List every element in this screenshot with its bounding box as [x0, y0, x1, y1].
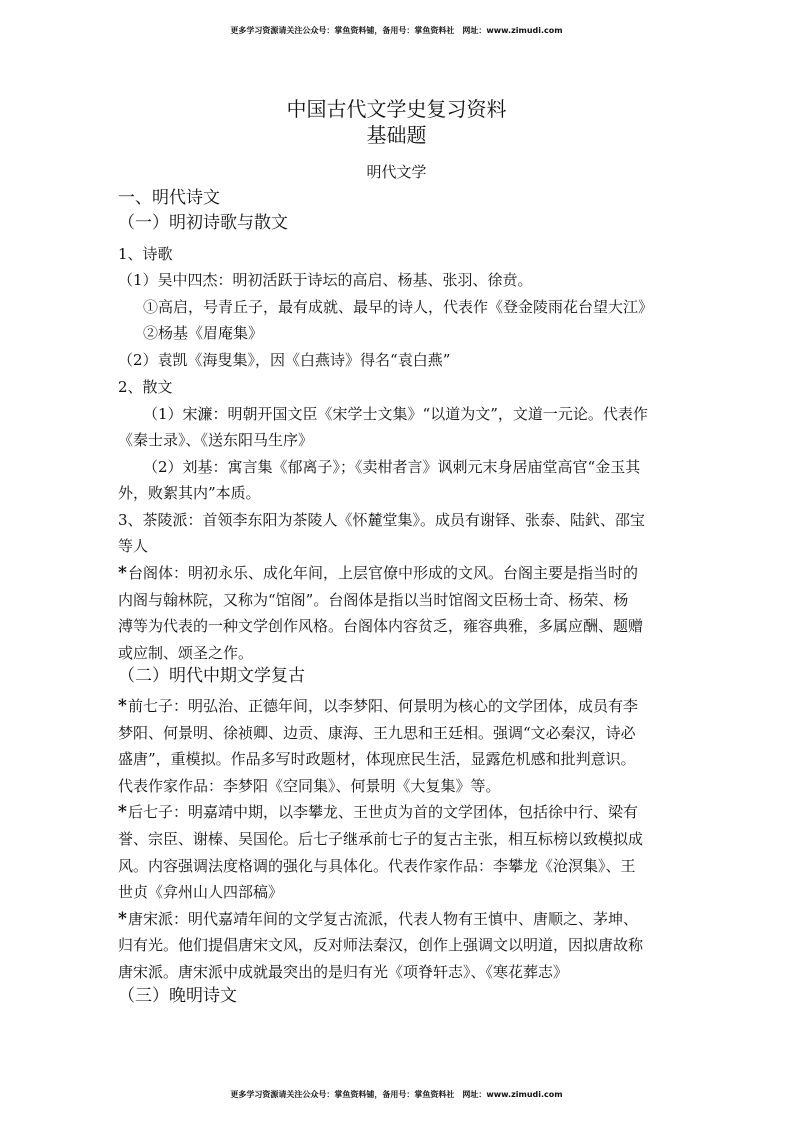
paragraph-line: ①高启，号青丘子，最有成就、最早的诗人，代表作《登金陵雨花台望大江》 [143, 298, 654, 316]
heading-2: （二）明代中期文学复古 [118, 666, 305, 686]
header-banner: 更多学习资源请关注公众号：掌鱼资料铺，备用号：掌鱼资料社 网址：www.zimudi.com [230, 26, 563, 35]
paragraph-line: 前七子：明弘治、正德年间，以李梦阳、何景明为核心的文学团体，成员有李 [128, 697, 639, 715]
asterisk-marker: * [118, 563, 127, 583]
asterisk-marker: * [118, 909, 127, 929]
paragraph-line: 或应制、颂圣之作。 [118, 644, 254, 662]
asterisk-marker: * [118, 802, 127, 822]
paragraph-line: 誉、宗臣、谢榛、吴国伦。后七子继承前七子的复古主张，相互标榜以致模拟成 [118, 830, 644, 848]
paragraph-line: 等人 [118, 537, 149, 555]
paragraph-line: 唐宋派：明代嘉靖年间的文学复古流派，代表人物有王慎中、唐顺之、茅坤、 [128, 910, 639, 928]
paragraph-line: （1）吴中四杰：明初活跃于诗坛的高启、杨基、张羽、徐贲。 [118, 271, 533, 289]
paragraph-line: 台阁体：明初永乐、成化年间，上层官僚中形成的文风。台阁主要是指当时的 [128, 564, 639, 582]
paragraph-line: （2）袁凯《海叟集》，因《白燕诗》得名“袁白燕” [118, 351, 451, 369]
paragraph-line: 3、茶陵派：首领李东阳为茶陵人《怀麓堂集》。成员有谢铎、张泰、陆釴、邵宝 [118, 511, 646, 529]
document-subtitle: 基础题 [366, 123, 427, 147]
paragraph-line: 唐宋派。唐宋派中成就最突出的是归有光《项脊轩志》、《寒花葬志》 [118, 963, 569, 981]
paragraph-line: 世贞《弇州山人四部稿》 [118, 883, 284, 901]
subheading: 2、散文 [118, 378, 173, 396]
asterisk-marker: * [118, 696, 127, 716]
paragraph-line: （1）宋濂：明朝开国文臣《宋学士文集》“以道为文”，文道一元论。代表作 [143, 405, 648, 423]
heading-1: 一、明代诗文 [118, 188, 220, 208]
paragraph-line: 盛唐”，重模拟。作品多写时政题材，体现庶民生活，显露危机感和批判意识。 [118, 750, 636, 768]
document-title: 中国古代文学史复习资料 [286, 97, 507, 121]
heading-2: （三）晚明诗文 [118, 986, 237, 1006]
paragraph-line: 《秦士录》、《送东阳马生序》 [118, 431, 314, 449]
paragraph-line: 溥等为代表的一种文学创作风格。台阁体内容贫乏，雍容典雅，多属应酬、题赠 [118, 617, 644, 635]
heading-2: （一）明初诗歌与散文 [118, 213, 288, 233]
paragraph-line: 梦阳、何景明、徐祯卿、边贡、康海、王九思和王廷相。强调“文必秦汉，诗必 [118, 724, 636, 742]
paragraph-line: 后七子：明嘉靖中期，以李攀龙、王世贞为首的文学团体，包括徐中行、梁有 [128, 803, 639, 821]
paragraph-line: ②杨基《眉庵集》 [143, 324, 264, 342]
footer-banner: 更多学习资源请关注公众号：掌鱼资料铺，备用号：掌鱼资料社 网址：www.zimudi.com [230, 1090, 563, 1099]
section-title: 明代文学 [366, 163, 427, 181]
paragraph-line: 风。内容强调法度格调的强化与具体化。代表作家作品：李攀龙《沧溟集》、王 [118, 857, 636, 875]
paragraph-line: 内阁与翰林院，又称为“馆阁”。台阁体是指以当时馆阁文臣杨士奇、杨荣、杨 [118, 591, 629, 609]
paragraph-line: 归有光。他们提倡唐宋文风，反对师法秦汉，创作上强调文以明道，因拟唐故称 [118, 936, 644, 954]
paragraph-line: 外，败絮其内”本质。 [118, 484, 261, 502]
paragraph-line: 代表作家作品：李梦阳《空同集》、何景明《大复集》等。 [118, 777, 501, 795]
subheading: 1、诗歌 [118, 245, 173, 263]
paragraph-line: （2）刘基：寓言集《郁离子》；《卖柑者言》讽刺元末身居庙堂高官“金玉其 [143, 458, 641, 476]
